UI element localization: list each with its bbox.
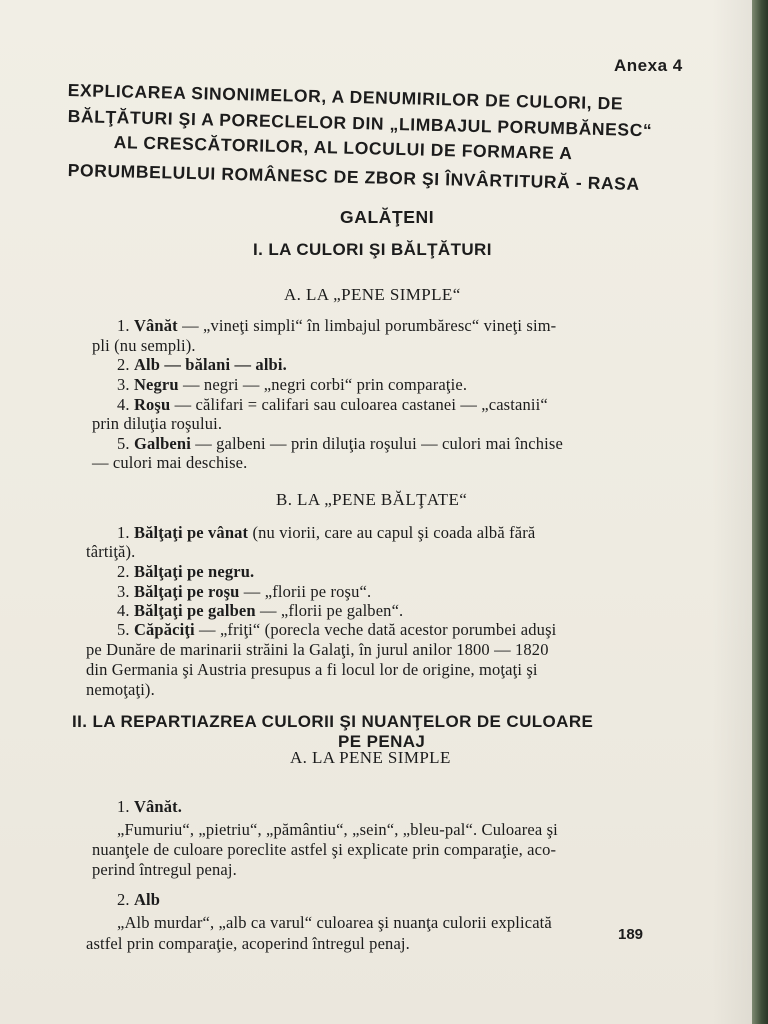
entry-b1-continuation: târtiţă). [86,542,136,561]
entry-a5 [117,434,563,454]
entry-a4-text: — călifari = califari sau culoarea castanei — „castanii“ [174,395,548,414]
entry-b3-term: Bălţaţi pe roşu [133,582,240,601]
entry-b5-continuation-2: din Germania şi Austria presupus a fi locul lor de origine, moţaţi şi [86,660,538,679]
entry-b5-continuation-1: pe Dunăre de marinarii străini la Galaţi, în jurul anilor 1800 — 1820 [86,640,549,659]
entry-b5-continuation-3: nemoţaţi). [86,680,155,699]
section-1-heading: I. LA CULORI ŞI BĂLŢĂTURI [253,240,492,259]
entry-a2-number: 2. [117,355,130,374]
entry-a3-number: 3. [117,375,130,394]
title-line-5: GALĂŢENI [340,207,435,227]
entry-b3-text: — „florii pe roşu“. [243,582,372,601]
entry-b2 [117,562,254,582]
entry-a3 [117,375,467,395]
entry-b1-number: 1. [117,523,130,542]
entry-a2 [117,355,287,375]
entry-b5-text: — „friţi“ (porecla veche dată acestor porumbei aduşi [199,620,557,639]
entry-c2-term: Alb [133,890,161,909]
entry-a4 [117,395,548,415]
entry-a4-number: 4. [117,395,130,414]
appendix-label: Anexa 4 [614,56,683,75]
entry-a3-term: Negru [133,375,179,394]
section-1-sub-a: A. LA „PENE SIMPLE“ [284,285,461,304]
section-2-heading-line-1: LA REPARTIAZREA CULORII ŞI NUANŢELOR DE CULOARE [92,712,594,731]
entry-b1-text: (nu viorii, care au capul şi coada albă fără [252,523,536,542]
entry-a4-term: Roşu [133,395,171,414]
entry-b5 [117,620,556,640]
entry-a5-number: 5. [117,434,130,453]
section-1-sub-b: B. LA „PENE BĂLŢATE“ [276,490,468,509]
entry-b5-term: Căpăciţi [133,620,195,639]
entry-a1-text: — „vineţi simpli“ în limbajul porumbăresc“ vineţi sim- [182,316,557,335]
section-2-heading [72,712,593,732]
entry-c2-line-2: astfel prin comparaţie, acoperind întregul penaj. [86,934,410,953]
title-line-3: AL CRESCĂTORILOR, AL LOCULUI DE FORMARE A [113,132,573,164]
entry-c1-line-1: „Fumuriu“, „pietriu“, „pământiu“, „sein“, „bleu-pal“. Culoarea şi [117,820,558,839]
entry-a1 [117,316,556,336]
entry-b1 [117,523,535,543]
entry-c2 [117,890,160,910]
entry-b2-term: Bălţaţi pe negru. [133,562,255,581]
entry-b4-text: — „florii pe galben“. [259,601,404,620]
entry-c1-number: 1. [117,797,130,816]
book-cover-edge [752,0,768,1024]
entry-b4-term: Bălţaţi pe galben [133,601,256,620]
entry-b3 [117,582,371,602]
entry-a5-term: Galbeni [133,434,191,453]
entry-c2-number: 2. [117,890,130,909]
entry-a1-number: 1. [117,316,130,335]
entry-b3-number: 3. [117,582,130,601]
section-2-heading-prefix: II. [72,712,88,731]
entry-a5-text: — galbeni — prin diluţia roşului — culori mai închise [195,434,563,453]
entry-a3-text: — negri — „negri corbi“ prin comparaţie. [183,375,468,394]
entry-a1-continuation: pli (nu sempli). [92,336,196,355]
section-2-sub-a: A. LA PENE SIMPLE [290,748,451,767]
section-2-heading-line-2: PE PENAJ [338,732,426,751]
entry-a4-continuation: prin diluţia roşului. [92,414,223,433]
entry-b5-number: 5. [117,620,130,639]
entry-b2-number: 2. [117,562,130,581]
entry-c1-line-3: perind întregul penaj. [92,860,237,879]
entry-c1 [117,797,182,817]
entry-c1-line-2: nuanţele de culoare poreclite astfel şi explicate prin comparaţie, aco- [92,840,557,859]
entry-a5-continuation: — culori mai deschise. [92,453,248,472]
title-line-1: EXPLICAREA SINONIMELOR, A DENUMIRILOR DE CULORI, DE [67,80,624,114]
entry-c1-term: Vânăt. [133,797,183,816]
entry-c2-line-1: „Alb murdar“, „alb ca varul“ culoarea şi nuanţa culorii explicată [117,913,552,932]
entry-b4-number: 4. [117,601,130,620]
entry-b1-term: Bălţaţi pe vânat [133,523,249,542]
page-number: 189 [618,926,644,943]
entry-a2-term: Alb — bălani — albi. [133,355,287,374]
entry-a1-term: Vânăt [133,316,178,335]
title-line-2: BĂLŢĂTURI ŞI A PORECLELOR DIN „LIMBAJUL PORUMBĂNESC“ [67,106,653,141]
title-line-4: PORUMBELULUI ROMÂNESC DE ZBOR ŞI ÎNVÂRTITURĂ - RASA [67,160,640,194]
entry-b4 [117,601,403,621]
